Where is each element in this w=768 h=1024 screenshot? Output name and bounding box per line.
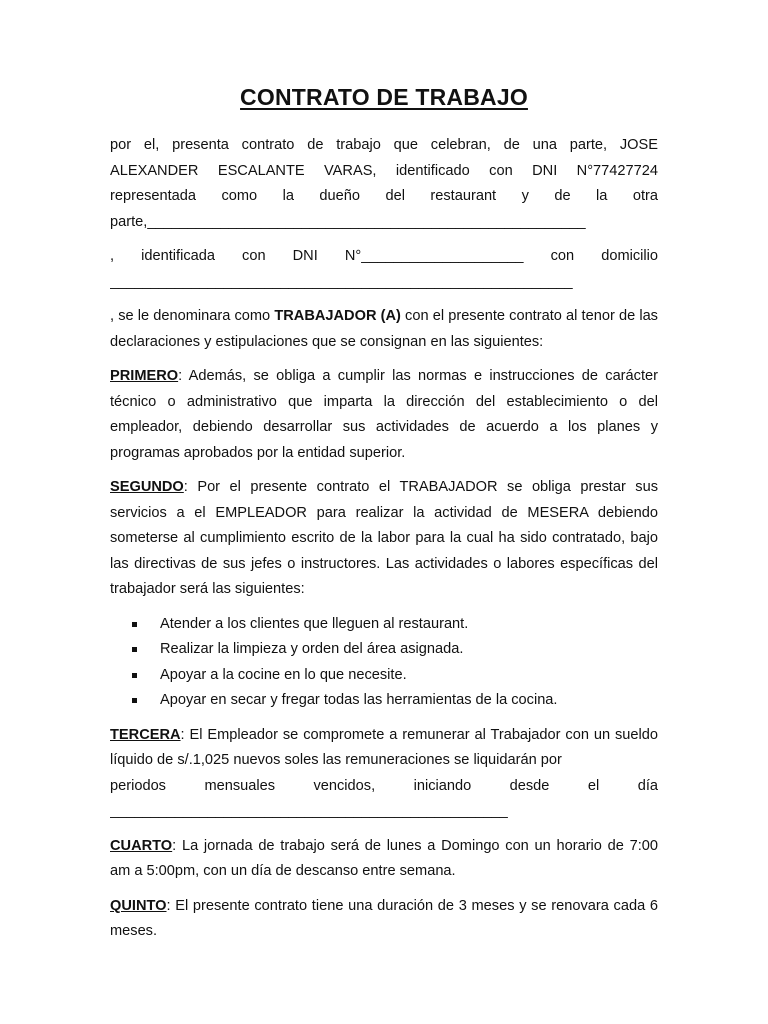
role-paragraph <box>110 304 658 355</box>
intro-paragraph <box>110 133 658 235</box>
clause-cuarto <box>110 834 658 885</box>
clause-segundo-label: SEGUNDO <box>110 479 184 495</box>
list-item: Apoyar en secar y fregar todas las herramientas de la cocina. <box>132 688 658 714</box>
role-pre: , se le denominara como <box>110 308 275 324</box>
id-paragraph <box>110 244 658 295</box>
clause-tercera-line-4: _________________________________________________ <box>110 803 508 819</box>
title-text: CONTRATO DE TRABAJO <box>240 84 528 110</box>
document-title <box>0 84 768 111</box>
clause-primero <box>110 364 658 466</box>
clause-cuarto-text: : La jornada de trabajo será de lunes a Domingo con un horario de 7:00 am a 5:00pm, con un día de descanso entre semana. <box>110 837 658 879</box>
clause-tercera-text: : El Empleador se compromete a remunerar al Trabajador con un sueldo líquido de s/.1,025 nuevos soles las remuneraciones se liquidarán por <box>110 726 658 768</box>
intro-line-2: ALEXANDER ESCALANTE VARAS, identificado con DNI N°77427724 <box>110 162 658 179</box>
role-post: con el presente contrato al tenor de las declaraciones y estipulaciones que se consignan en las siguientes: <box>110 308 658 350</box>
clause-tercera <box>110 723 658 825</box>
list-item: Apoyar a la cocine en lo que necesite. <box>132 663 658 689</box>
clause-tercera-label: TERCERA <box>110 726 181 743</box>
list-item: Atender a los clientes que lleguen al restaurant. <box>132 612 658 638</box>
intro-line-1: por el, presenta contrato de trabajo que celebran, de una parte, JOSE <box>110 137 658 153</box>
intro-line-3: representada como la dueño del restaurant y de la otra <box>110 188 658 204</box>
list-item: Realizar la limpieza y orden del área asignada. <box>132 637 658 663</box>
bullet-icon <box>132 673 137 678</box>
contract-body <box>110 133 658 954</box>
clause-quinto-label: QUINTO <box>110 897 167 914</box>
bullet-icon <box>132 647 137 652</box>
clause-segundo <box>110 475 658 603</box>
intro-line-4: parte,______________________________________________________ <box>110 213 586 230</box>
clause-primero-label: PRIMERO <box>110 368 179 384</box>
clause-tercera-main <box>110 727 658 769</box>
clause-cuarto-label: CUARTO <box>110 837 173 854</box>
clause-tercera-line-3: periodos mensuales vencidos, iniciando desde el día <box>110 777 658 794</box>
clause-quinto <box>110 894 658 945</box>
id-line-2: _________________________________________________________ <box>110 273 573 290</box>
bullet-icon <box>132 622 137 627</box>
clause-segundo-text: : Por el presente contrato el TRABAJADOR se obliga prestar sus servicios a el EMPLEADOR para realizar la actividad de MESERA debiendo someterse al cumplimiento escrito de la labor para la cual ha sido contratado, bajo las directivas de sus jefes o instructores. Las actividades o labores específicas del trabajador será las siguientes: <box>110 479 658 597</box>
bullet-icon <box>132 698 137 703</box>
clause-primero-text: : Además, se obliga a cumplir las normas e instrucciones de carácter técnico o administrativo que imparta la dirección del establecimiento o del empleador, debiendo desarrollar sus actividades de acuerdo a los planes y programas aprobados por la entidad superior. <box>110 368 658 461</box>
id-line-1: , identificada con DNI N°____________________ con domicilio <box>110 248 658 264</box>
duties-list <box>110 612 658 714</box>
role-bold: TRABAJADOR (A) <box>274 308 401 324</box>
clause-quinto-text: : El presente contrato tiene una duración de 3 meses y se renovara cada 6 meses. <box>110 897 658 939</box>
